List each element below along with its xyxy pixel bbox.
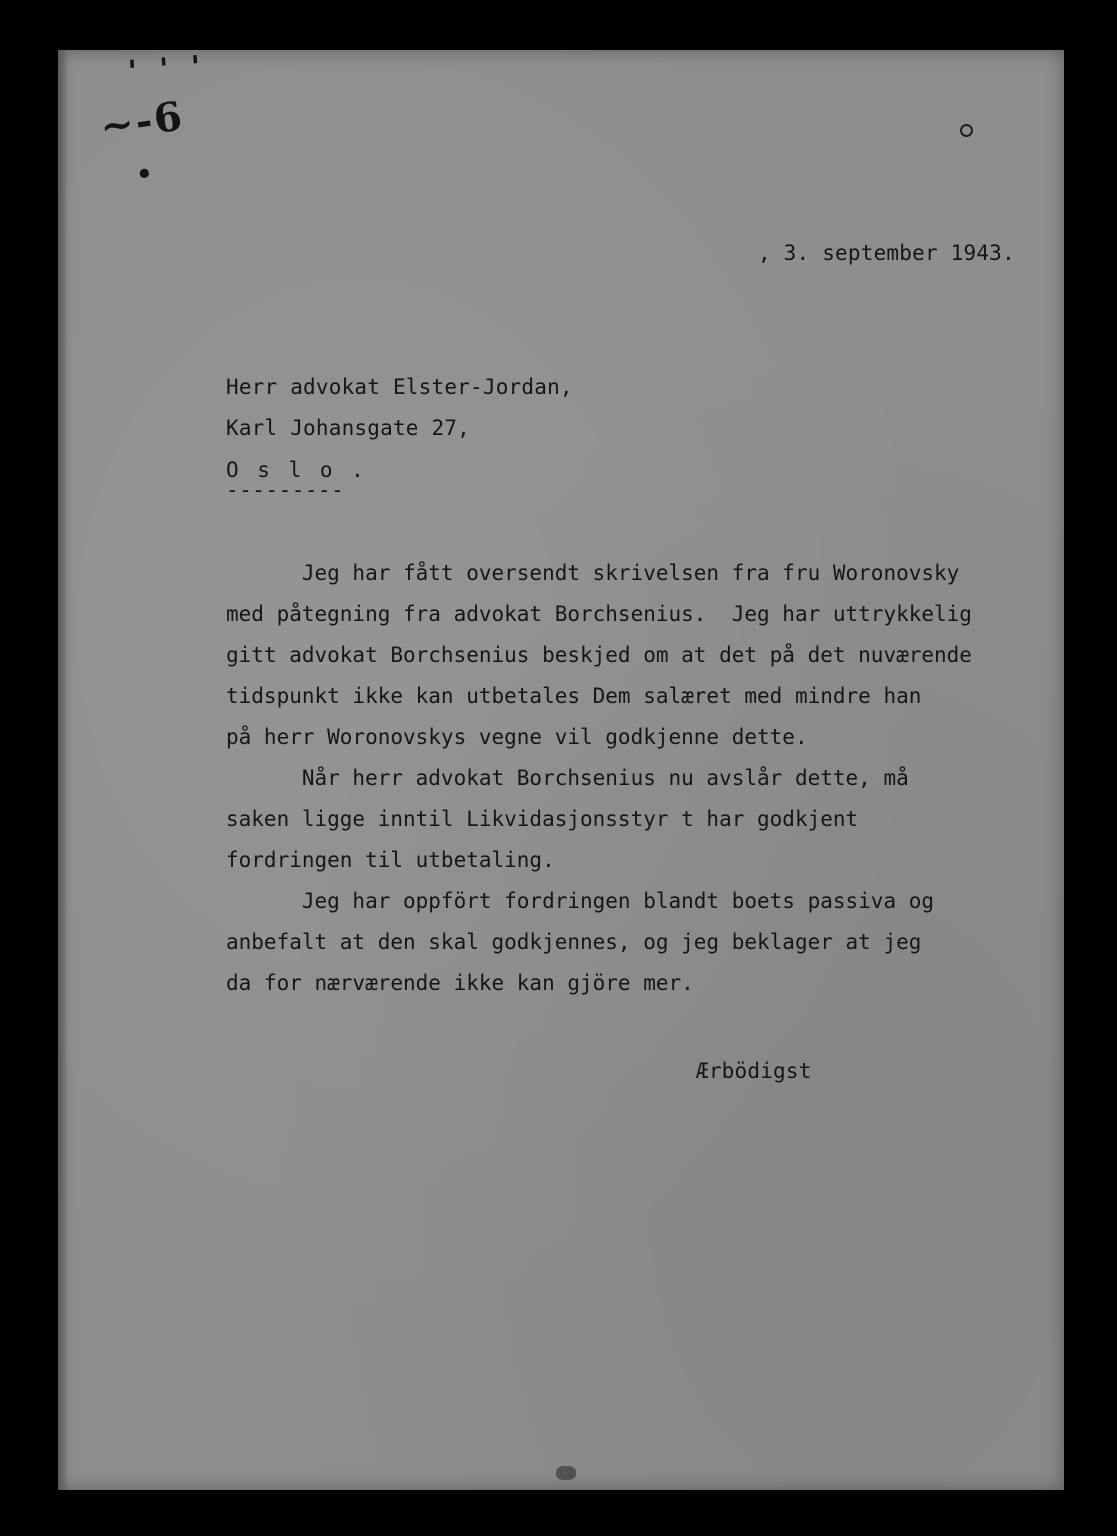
- corner-punch-mark: [960, 124, 973, 137]
- handwritten-mark-middle: ~-6: [97, 92, 187, 151]
- handwritten-mark-bottom: •: [136, 160, 153, 190]
- body-line: på herr Woronovskys vegne vil godkjenne dette.: [226, 725, 808, 749]
- body-line: Jeg har fått oversendt skrivelsen fra fru Woronovsky: [226, 561, 960, 585]
- body-line: saken ligge inntil Likvidasjonsstyr t har godkjent: [226, 807, 859, 831]
- body-line: fordringen til utbetaling.: [226, 848, 555, 872]
- body-line: med påtegning fra advokat Borchsenius. Jeg har uttrykkelig: [226, 602, 972, 626]
- body-line: Jeg har oppfört fordringen blandt boets passiva og: [226, 889, 935, 913]
- body-line: tidspunkt ikke kan utbetales Dem salæret med mindre han: [226, 684, 922, 708]
- page-edge-shadow: [58, 50, 68, 1490]
- letter-body: [226, 553, 972, 1004]
- body-line: gitt advokat Borchsenius beskjed om at det på det nuværende: [226, 643, 972, 667]
- body-line: Når herr advokat Borchsenius nu avslår dette, må: [226, 766, 909, 790]
- recipient-street: Karl Johansgate 27,: [226, 416, 471, 440]
- body-line: anbefalt at den skal godkjennes, og jeg beklager at jeg: [226, 930, 922, 954]
- letter-closing: Ærbödigst: [696, 1059, 812, 1083]
- recipient-city: O s l o .: [226, 458, 367, 482]
- handwritten-mark-top: ' ' ': [126, 49, 208, 90]
- recipient-name: Herr advokat Elster-Jordan,: [226, 375, 573, 399]
- body-line: da for nærværende ikke kan gjöre mer.: [226, 971, 694, 995]
- ink-smudge: [556, 1466, 576, 1480]
- letter-date: , 3. september 1943.: [758, 241, 1015, 265]
- city-underline: ---------: [226, 478, 345, 502]
